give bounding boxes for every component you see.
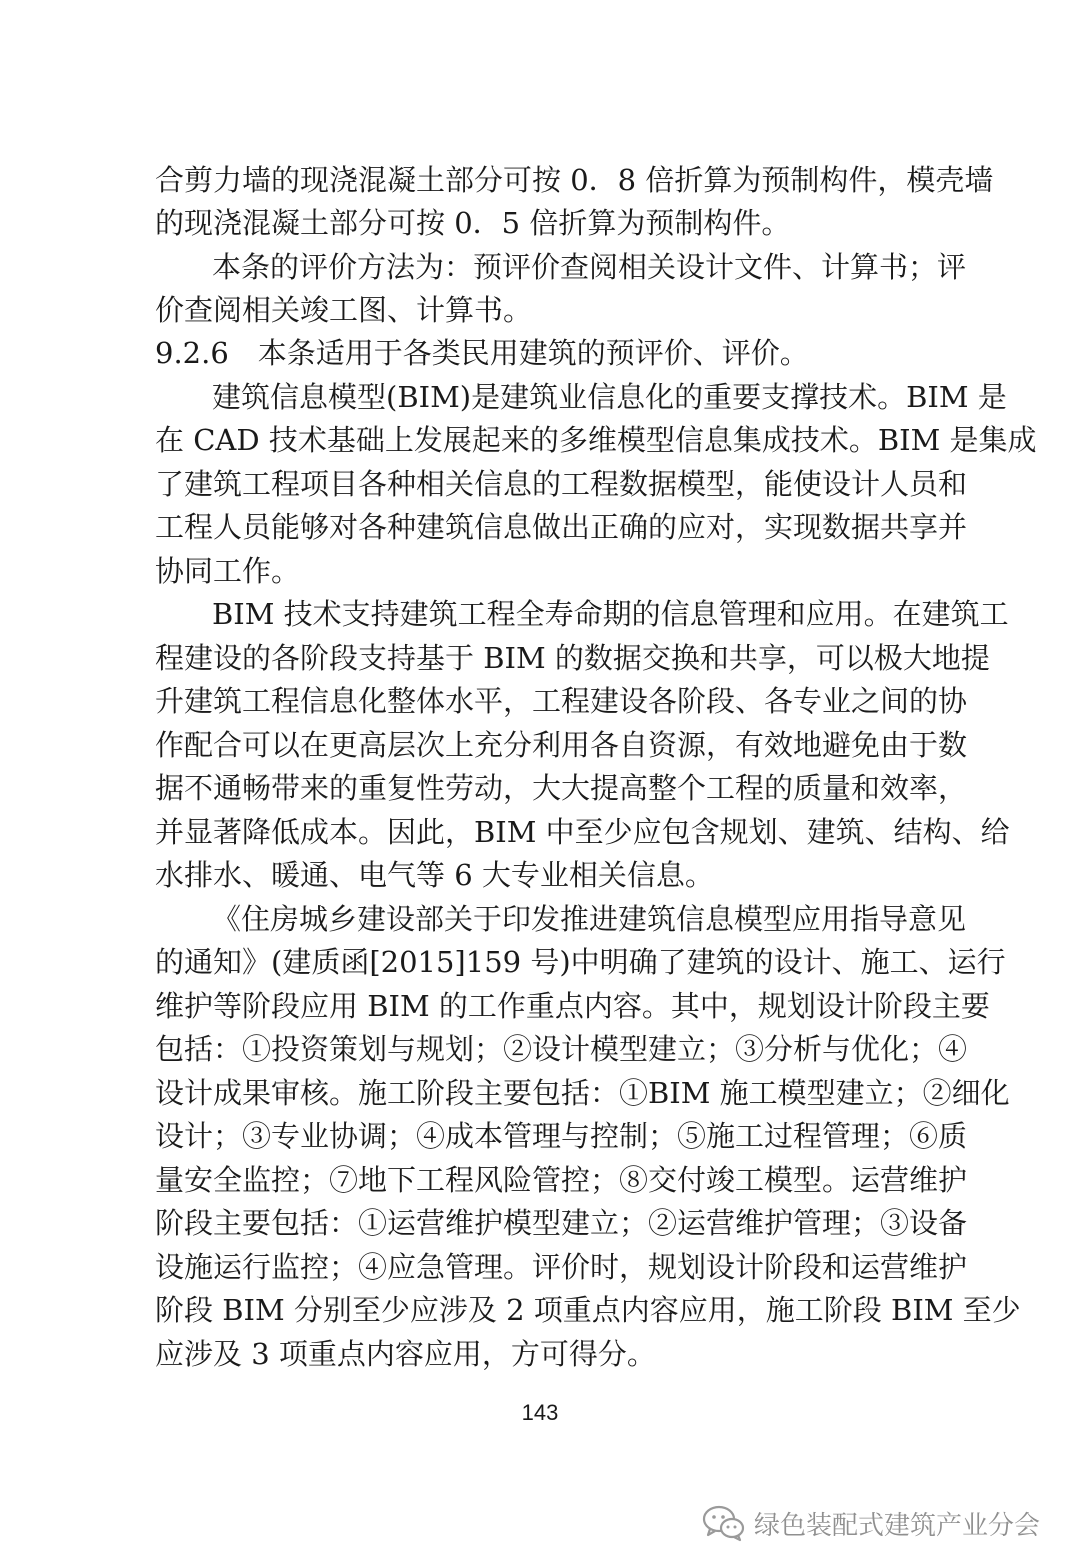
text-line: 应涉及 3 项重点内容应用，方可得分。 <box>155 1337 656 1371</box>
text-line: 价查阅相关竣工图、计算书。 <box>155 293 533 327</box>
text-line: 的现浇混凝土部分可按 0．5 倍折算为预制构件。 <box>155 206 791 240</box>
text-line: 协同工作。 <box>155 554 301 588</box>
text-line: 阶段主要包括：①运营维护模型建立；②运营维护管理；③设备 <box>155 1206 968 1240</box>
text-line: 程建设的各阶段支持基于 BIM 的数据交换和共享，可以极大地提 <box>155 641 990 675</box>
text-line: 阶段 BIM 分别至少应涉及 2 项重点内容应用，施工阶段 BIM 至少 <box>155 1293 1021 1327</box>
text-line: 设计；③专业协调；④成本管理与控制；⑤施工过程管理；⑥质 <box>155 1119 968 1153</box>
text-line: 升建筑工程信息化整体水平，工程建设各阶段、各专业之间的协 <box>155 684 968 718</box>
watermark <box>702 1500 1040 1546</box>
text-line: 水排水、暖通、电气等 6 大专业相关信息。 <box>155 858 714 892</box>
text-line: BIM 技术支持建筑工程全寿命期的信息管理和应用。在建筑工 <box>212 597 1009 631</box>
text-line: 维护等阶段应用 BIM 的工作重点内容。其中，规划设计阶段主要 <box>155 989 990 1023</box>
text-line: 设计成果审核。施工阶段主要包括：①BIM 施工模型建立；②细化 <box>155 1076 1010 1110</box>
text-line: 本条的评价方法为：预评价查阅相关设计文件、计算书；评 <box>212 250 967 284</box>
text-line: 合剪力墙的现浇混凝土部分可按 0．8 倍折算为预制构件，模壳墙 <box>155 163 994 197</box>
wechat-icon <box>702 1504 746 1542</box>
text-line: 量安全监控；⑦地下工程风险管控；⑧交付竣工模型。运营维护 <box>155 1163 968 1197</box>
text-line: 了建筑工程项目各种相关信息的工程数据模型，能使设计人员和 <box>155 467 968 501</box>
text-line: 设施运行监控；④应急管理。评价时，规划设计阶段和运营维护 <box>155 1250 968 1284</box>
watermark-text: 绿色装配式建筑产业分会 <box>754 1510 1041 1541</box>
text-line: 据不通畅带来的重复性劳动，大大提高整个工程的质量和效率， <box>155 771 968 805</box>
text-line: 建筑信息模型(BIM)是建筑业信息化的重要支撑技术。BIM 是 <box>212 380 1007 414</box>
text-line: 并显著降低成本。因此，BIM 中至少应包含规划、建筑、结构、给 <box>155 815 1010 849</box>
page-number: 143 <box>521 1400 559 1425</box>
text-line: 的通知》(建质函[2015]159 号)中明确了建筑的设计、施工、运行 <box>155 945 1006 979</box>
text-line: 包括：①投资策划与规划；②设计模型建立；③分析与优化；④ <box>155 1032 968 1066</box>
text-line: 《住房城乡建设部关于印发推进建筑信息模型应用指导意见 <box>212 902 967 936</box>
text-line: 在 CAD 技术基础上发展起来的多维模型信息集成技术。BIM 是集成 <box>155 423 1037 457</box>
clause-heading: 9.2.6 本条适用于各类民用建筑的预评价、评价。 <box>155 336 809 370</box>
text-line: 作配合可以在更高层次上充分利用各自资源，有效地避免由于数 <box>155 728 968 762</box>
text-line: 工程人员能够对各种建筑信息做出正确的应对，实现数据共享并 <box>155 510 968 544</box>
